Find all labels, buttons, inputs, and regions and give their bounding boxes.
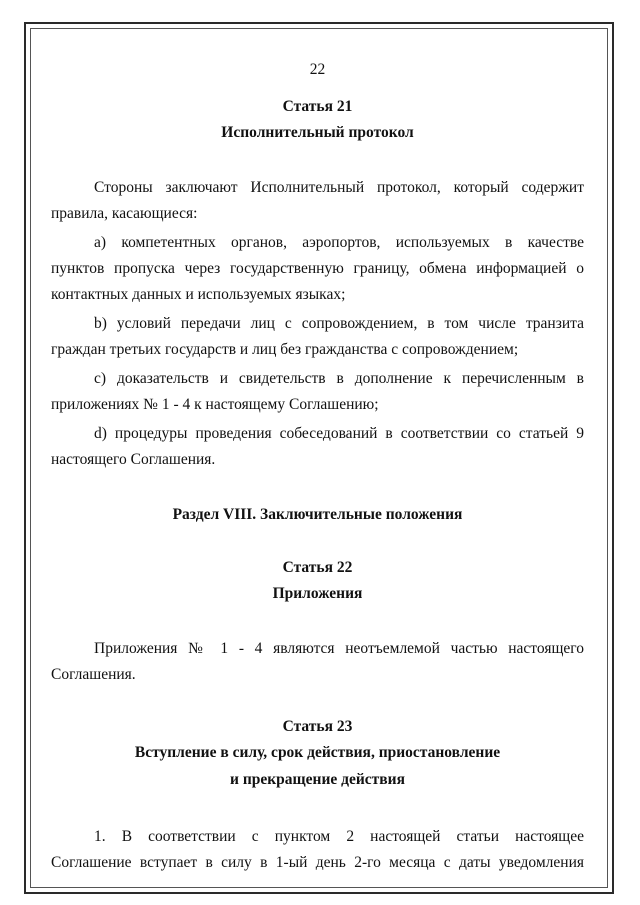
article-23-para-1-line-2: Соглашение вступает в силу в 1-ый день 2-го месяца с даты уведомления: [51, 854, 584, 871]
article-23-heading: Статья 23: [282, 718, 353, 735]
article-21-item-d-line-2: настоящего Соглашения.: [51, 451, 216, 468]
article-22-text-line-2: Соглашения.: [51, 666, 136, 683]
article-21-item-b-line-2: граждан третьих государств и лиц без гражданства с сопровождением;: [51, 341, 519, 358]
article-21-heading: Статья 21: [282, 98, 353, 115]
article-21-item-a-line-1: а) компетентных органов, аэропортов, используемых в качестве: [94, 234, 584, 251]
article-21-item-a-line-2: пунктов пропуска через государственную границу, обмена информацией о: [51, 260, 584, 277]
article-22-title: Приложения: [272, 585, 363, 602]
article-21-item-c-line-2: приложениях № 1 - 4 к настоящему Соглашению;: [51, 396, 379, 413]
article-21-intro-line-1: Стороны заключают Исполнительный протокол, который содержит: [94, 179, 584, 196]
article-22-text-line-1: Приложения № 1 - 4 являются неотъемлемой частью настоящего: [94, 640, 584, 657]
article-21-title: Исполнительный протокол: [221, 124, 414, 141]
page-number: 22: [309, 61, 326, 78]
article-23-title-line-1: Вступление в силу, срок действия, приостановление: [134, 744, 501, 761]
section-8-title: Раздел VIII. Заключительные положения: [172, 506, 463, 523]
article-21-item-a-line-3: контактных данных и используемых языках;: [51, 286, 346, 303]
article-21-item-d-line-1: d) процедуры проведения собеседований в соответствии со статьей 9: [94, 425, 584, 442]
article-23-title-line-2: и прекращение действия: [230, 771, 405, 788]
article-23-para-1-line-1: 1. В соответствии с пунктом 2 настоящей статьи настоящее: [94, 828, 584, 845]
article-21-intro-line-2: правила, касающиеся:: [51, 205, 198, 222]
article-21-item-c-line-1: с) доказательств и свидетельств в дополнение к перечисленным в: [94, 370, 584, 387]
article-21-item-b-line-1: b) условий передачи лиц с сопровождением, в том числе транзита: [94, 315, 584, 332]
article-22-heading: Статья 22: [282, 559, 353, 576]
